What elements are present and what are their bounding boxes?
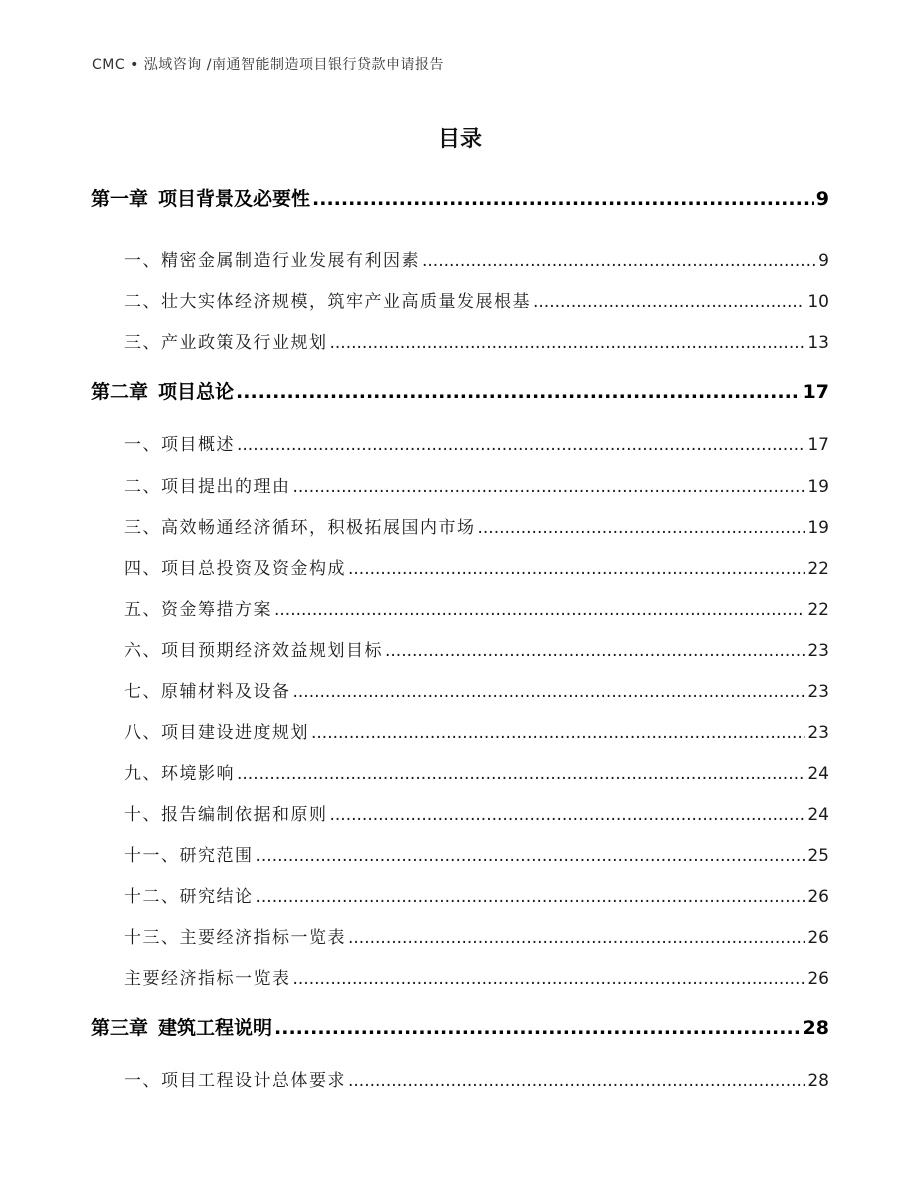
toc-chapter-number: 第一章	[91, 188, 149, 210]
toc-page-number: 22	[807, 600, 829, 620]
toc-item-number: 二、	[124, 477, 161, 497]
toc-item-number: 六、	[124, 641, 161, 661]
toc-item-number: 三、	[124, 333, 161, 353]
toc-item-number: 一、	[124, 251, 161, 271]
dot-leader	[256, 887, 806, 907]
toc-item-title: 项目总投资及资金构成	[161, 559, 346, 579]
dot-leader	[274, 600, 805, 620]
toc-item-title: 主要经济指标一览表	[179, 928, 346, 948]
page-header: CMC • 泓域咨询 /南通智能制造项目银行贷款申请报告	[92, 57, 444, 73]
dot-leader	[293, 477, 806, 497]
toc-title: 目录	[437, 127, 482, 152]
toc-item-title: 项目工程设计总体要求	[161, 1071, 346, 1091]
toc-item-number: 九、	[124, 764, 161, 784]
toc-item-number: 十一、	[124, 846, 180, 866]
toc-chapter-title: 建筑工程说明	[158, 1017, 273, 1039]
toc-chapter-title: 项目总论	[158, 381, 235, 403]
toc-page-number: 13	[807, 333, 829, 353]
toc-page-number: 24	[807, 805, 829, 825]
toc-chapter-title: 项目背景及必要性	[158, 188, 311, 210]
dot-leader	[348, 1071, 805, 1091]
dot-leader	[348, 559, 805, 579]
dot-leader	[311, 723, 805, 743]
toc-chapter-1[interactable]	[91, 184, 829, 211]
toc-page-number: 25	[807, 846, 829, 866]
toc-page-number: 26	[807, 969, 829, 989]
toc-item-number: 五、	[124, 600, 161, 620]
toc-item-title: 报告编制依据和原则	[161, 805, 328, 825]
dot-leader	[348, 928, 805, 948]
dot-leader	[330, 805, 806, 825]
toc-chapter-3[interactable]	[91, 1013, 829, 1040]
toc-chapter-2[interactable]	[91, 377, 829, 404]
toc-page-number: 17	[802, 381, 829, 403]
toc-item[interactable]	[124, 472, 829, 497]
toc-item-number: 七、	[124, 682, 161, 702]
toc-page-number: 10	[807, 292, 829, 312]
dot-leader	[293, 682, 806, 702]
toc-page-number: 19	[807, 477, 829, 497]
dot-leader	[293, 969, 806, 989]
toc-item-number: 二、	[124, 292, 161, 312]
dot-leader	[385, 641, 805, 661]
toc-item-number: 十二、	[124, 887, 180, 907]
toc-item[interactable]	[124, 636, 829, 661]
toc-page-number: 23	[807, 641, 829, 661]
dot-leader	[478, 518, 806, 538]
toc-item-number: 十、	[124, 805, 161, 825]
toc-page-number: 26	[807, 928, 829, 948]
dot-leader	[312, 188, 814, 210]
toc-item[interactable]	[124, 677, 829, 702]
toc-item-title: 资金筹措方案	[161, 600, 272, 620]
toc-item[interactable]	[124, 554, 829, 579]
toc-chapter-number: 第三章	[91, 1017, 149, 1039]
dot-leader	[533, 292, 805, 312]
toc-item-title: 研究结论	[179, 887, 254, 907]
toc-chapter-number: 第二章	[91, 381, 149, 403]
toc-item-title: 壮大实体经济规模，筑牢产业高质量发展根基	[161, 292, 531, 312]
toc-item-number: 四、	[124, 559, 161, 579]
toc-page-number: 28	[807, 1071, 829, 1091]
toc-item-title: 环境影响	[161, 764, 235, 784]
toc-item-title: 项目提出的理由	[161, 477, 291, 497]
toc-item-title: 项目建设进度规划	[161, 723, 309, 743]
dot-leader	[237, 435, 805, 455]
dot-leader	[422, 251, 816, 271]
toc-item-title: 项目概述	[161, 435, 235, 455]
toc-item[interactable]	[124, 759, 829, 784]
toc-item-title: 原辅材料及设备	[161, 682, 291, 702]
toc-item[interactable]	[124, 513, 829, 538]
toc-item[interactable]	[124, 1066, 829, 1091]
toc-item[interactable]	[124, 287, 829, 312]
toc-page-number: 23	[807, 723, 829, 743]
toc-item-title: 项目预期经济效益规划目标	[161, 641, 383, 661]
toc-item-number: 十三、	[124, 928, 180, 948]
dot-leader	[237, 764, 805, 784]
toc-item[interactable]	[124, 430, 829, 455]
toc-page-number: 24	[807, 764, 829, 784]
toc-item[interactable]	[124, 923, 829, 948]
toc-item-title: 研究范围	[179, 846, 254, 866]
toc-item-title: 产业政策及行业规划	[161, 333, 328, 353]
dot-leader	[330, 333, 806, 353]
toc-item[interactable]	[124, 800, 829, 825]
toc-item[interactable]	[124, 718, 829, 743]
toc-item[interactable]	[124, 595, 829, 620]
toc-item[interactable]	[124, 328, 829, 353]
toc-page-number: 9	[818, 251, 829, 271]
toc-page-number: 9	[815, 188, 829, 210]
toc-item[interactable]	[124, 964, 829, 989]
toc-item-number: 一、	[124, 1071, 161, 1091]
toc-page-number: 17	[807, 435, 829, 455]
toc-item[interactable]	[124, 882, 829, 907]
dot-leader	[236, 381, 801, 403]
toc-item[interactable]	[124, 841, 829, 866]
toc-item-number: 三、	[124, 518, 161, 538]
toc-item[interactable]	[124, 246, 829, 271]
toc-page-number: 23	[807, 682, 829, 702]
toc-page-number: 28	[802, 1017, 829, 1039]
toc-page-number: 26	[807, 887, 829, 907]
toc-page-number: 19	[807, 518, 829, 538]
toc-item-number: 一、	[124, 435, 161, 455]
toc-item-title: 主要经济指标一览表	[124, 969, 291, 989]
dot-leader	[256, 846, 806, 866]
toc-page-number: 22	[807, 559, 829, 579]
toc-item-title: 高效畅通经济循环，积极拓展国内市场	[161, 518, 476, 538]
toc-item-number: 八、	[124, 723, 161, 743]
dot-leader	[274, 1017, 801, 1039]
toc-item-title: 精密金属制造行业发展有利因素	[161, 251, 420, 271]
